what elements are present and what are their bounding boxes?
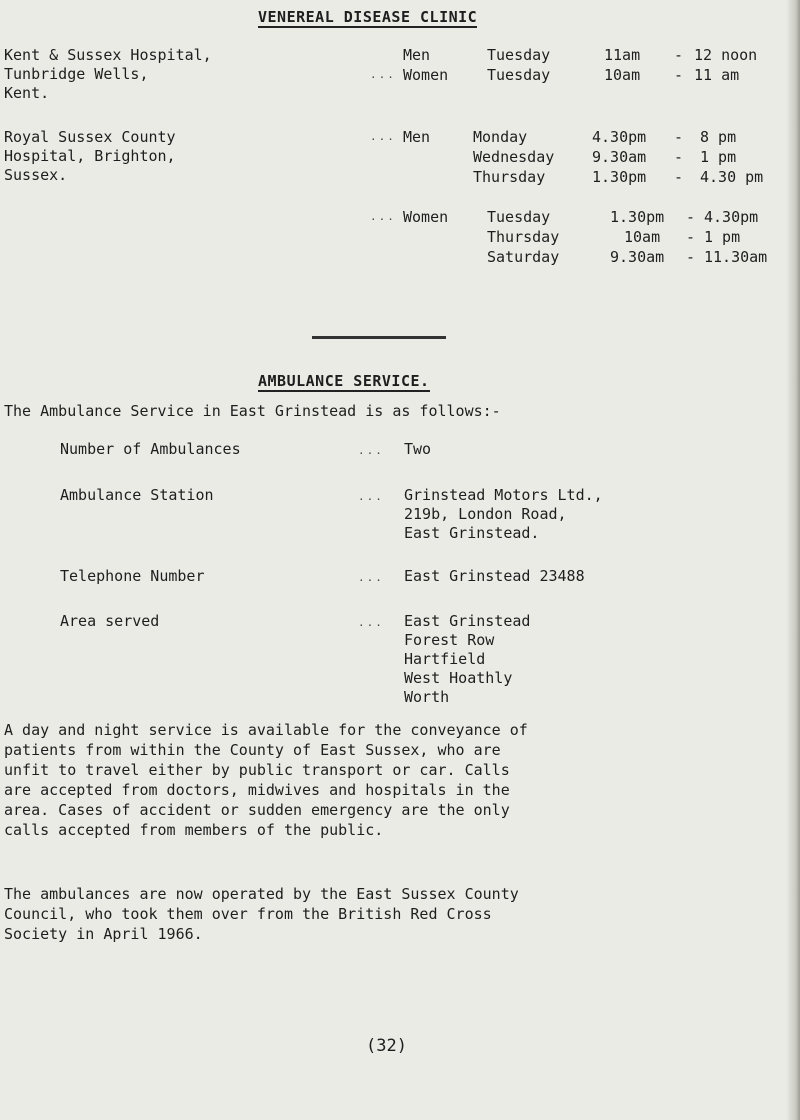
session-group: Men <box>403 128 431 146</box>
session-end: 11.30am <box>704 248 768 266</box>
row-label: Number of Ambulances <box>60 440 241 458</box>
session-dash: - <box>674 148 684 166</box>
clinic-2-address <box>4 128 176 185</box>
session-dash: - <box>674 128 684 146</box>
session-group: Men <box>403 46 431 64</box>
operator-paragraph <box>4 884 519 944</box>
session-start: 11am <box>604 46 641 64</box>
paragraph-line: Council, who took them over from the British Red Cross <box>4 905 492 923</box>
page-title: VENEREAL DISEASE CLINIC <box>258 8 478 26</box>
value-line: Hartfield <box>404 650 486 668</box>
session-end: 1 pm <box>704 228 741 246</box>
session-dash: - <box>686 228 696 246</box>
address-line: Kent. <box>4 84 50 102</box>
session-day: Thursday <box>473 168 546 186</box>
paragraph-line: patients from within the County of East Sussex, who are <box>4 741 501 759</box>
address-line: Kent & Sussex Hospital, <box>4 46 212 64</box>
value-line: West Hoathly <box>404 669 513 687</box>
leader-dots: ... <box>358 444 384 457</box>
paragraph-line: The ambulances are now operated by the East Sussex County <box>4 885 519 903</box>
session-end: 1 pm <box>700 148 737 166</box>
leader-dots: ... <box>358 616 384 629</box>
paragraph-line: unfit to travel either by public transport or car. Calls <box>4 761 510 779</box>
session-end: 11 am <box>694 66 740 84</box>
session-start: 9.30am <box>610 248 665 266</box>
value-line: Forest Row <box>404 631 495 649</box>
session-dash: - <box>674 46 684 64</box>
leader-dots: ... <box>358 571 384 584</box>
row-value: Two <box>404 440 432 458</box>
clinic-1-address <box>4 46 212 103</box>
row-value <box>404 612 530 707</box>
row-label: Area served <box>60 612 160 630</box>
session-start: 10am <box>604 66 641 84</box>
value-line: East Grinstead. <box>404 524 540 542</box>
row-value: East Grinstead 23488 <box>404 567 585 585</box>
session-day: Thursday <box>487 228 560 246</box>
session-dash: - <box>674 168 684 186</box>
session-dash: - <box>686 208 696 226</box>
session-day: Saturday <box>487 248 560 266</box>
page-edge-shadow <box>786 0 800 1120</box>
row-label: Ambulance Station <box>60 486 214 504</box>
session-day: Wednesday <box>473 148 555 166</box>
session-end: 12 noon <box>694 46 758 64</box>
value-line: Grinstead Motors Ltd., <box>404 486 603 504</box>
leader-dots: ... <box>358 490 384 503</box>
row-value <box>404 486 603 543</box>
session-end: 4.30 pm <box>700 168 764 186</box>
value-line: 219b, London Road, <box>404 505 567 523</box>
paragraph-line: area. Cases of accident or sudden emergency are the only <box>4 801 510 819</box>
address-line: Royal Sussex County <box>4 128 176 146</box>
section-divider <box>312 336 446 339</box>
leader-dots: ... <box>370 210 396 223</box>
value-line: Worth <box>404 688 450 706</box>
session-day: Monday <box>473 128 528 146</box>
ambulance-intro: The Ambulance Service in East Grinstead is as follows:- <box>4 402 501 420</box>
value-line: East Grinstead <box>404 612 531 630</box>
session-start: 1.30pm <box>610 208 665 226</box>
session-day: Tuesday <box>487 46 551 64</box>
session-group: Women <box>403 66 449 84</box>
ambulance-heading: AMBULANCE SERVICE. <box>258 372 430 390</box>
leader-dots: ... <box>370 130 396 143</box>
leader-dots: ... <box>370 68 396 81</box>
session-start: 10am <box>624 228 661 246</box>
session-dash: - <box>674 66 684 84</box>
paragraph-line: Society in April 1966. <box>4 925 203 943</box>
row-label: Telephone Number <box>60 567 205 585</box>
paragraph-line: A day and night service is available for the conveyance of <box>4 721 528 739</box>
session-start: 1.30pm <box>592 168 647 186</box>
session-start: 4.30pm <box>592 128 647 146</box>
session-day: Tuesday <box>487 66 551 84</box>
session-day: Tuesday <box>487 208 551 226</box>
service-paragraph <box>4 720 528 840</box>
session-end: 8 pm <box>700 128 737 146</box>
paragraph-line: are accepted from doctors, midwives and hospitals in the <box>4 781 510 799</box>
address-line: Hospital, Brighton, <box>4 147 176 165</box>
session-group: Women <box>403 208 449 226</box>
address-line: Tunbridge Wells, <box>4 65 149 83</box>
page-number: (32) <box>366 1036 407 1056</box>
paragraph-line: calls accepted from members of the public. <box>4 821 384 839</box>
session-start: 9.30am <box>592 148 647 166</box>
address-line: Sussex. <box>4 166 68 184</box>
session-end: 4.30pm <box>704 208 759 226</box>
session-dash: - <box>686 248 696 266</box>
